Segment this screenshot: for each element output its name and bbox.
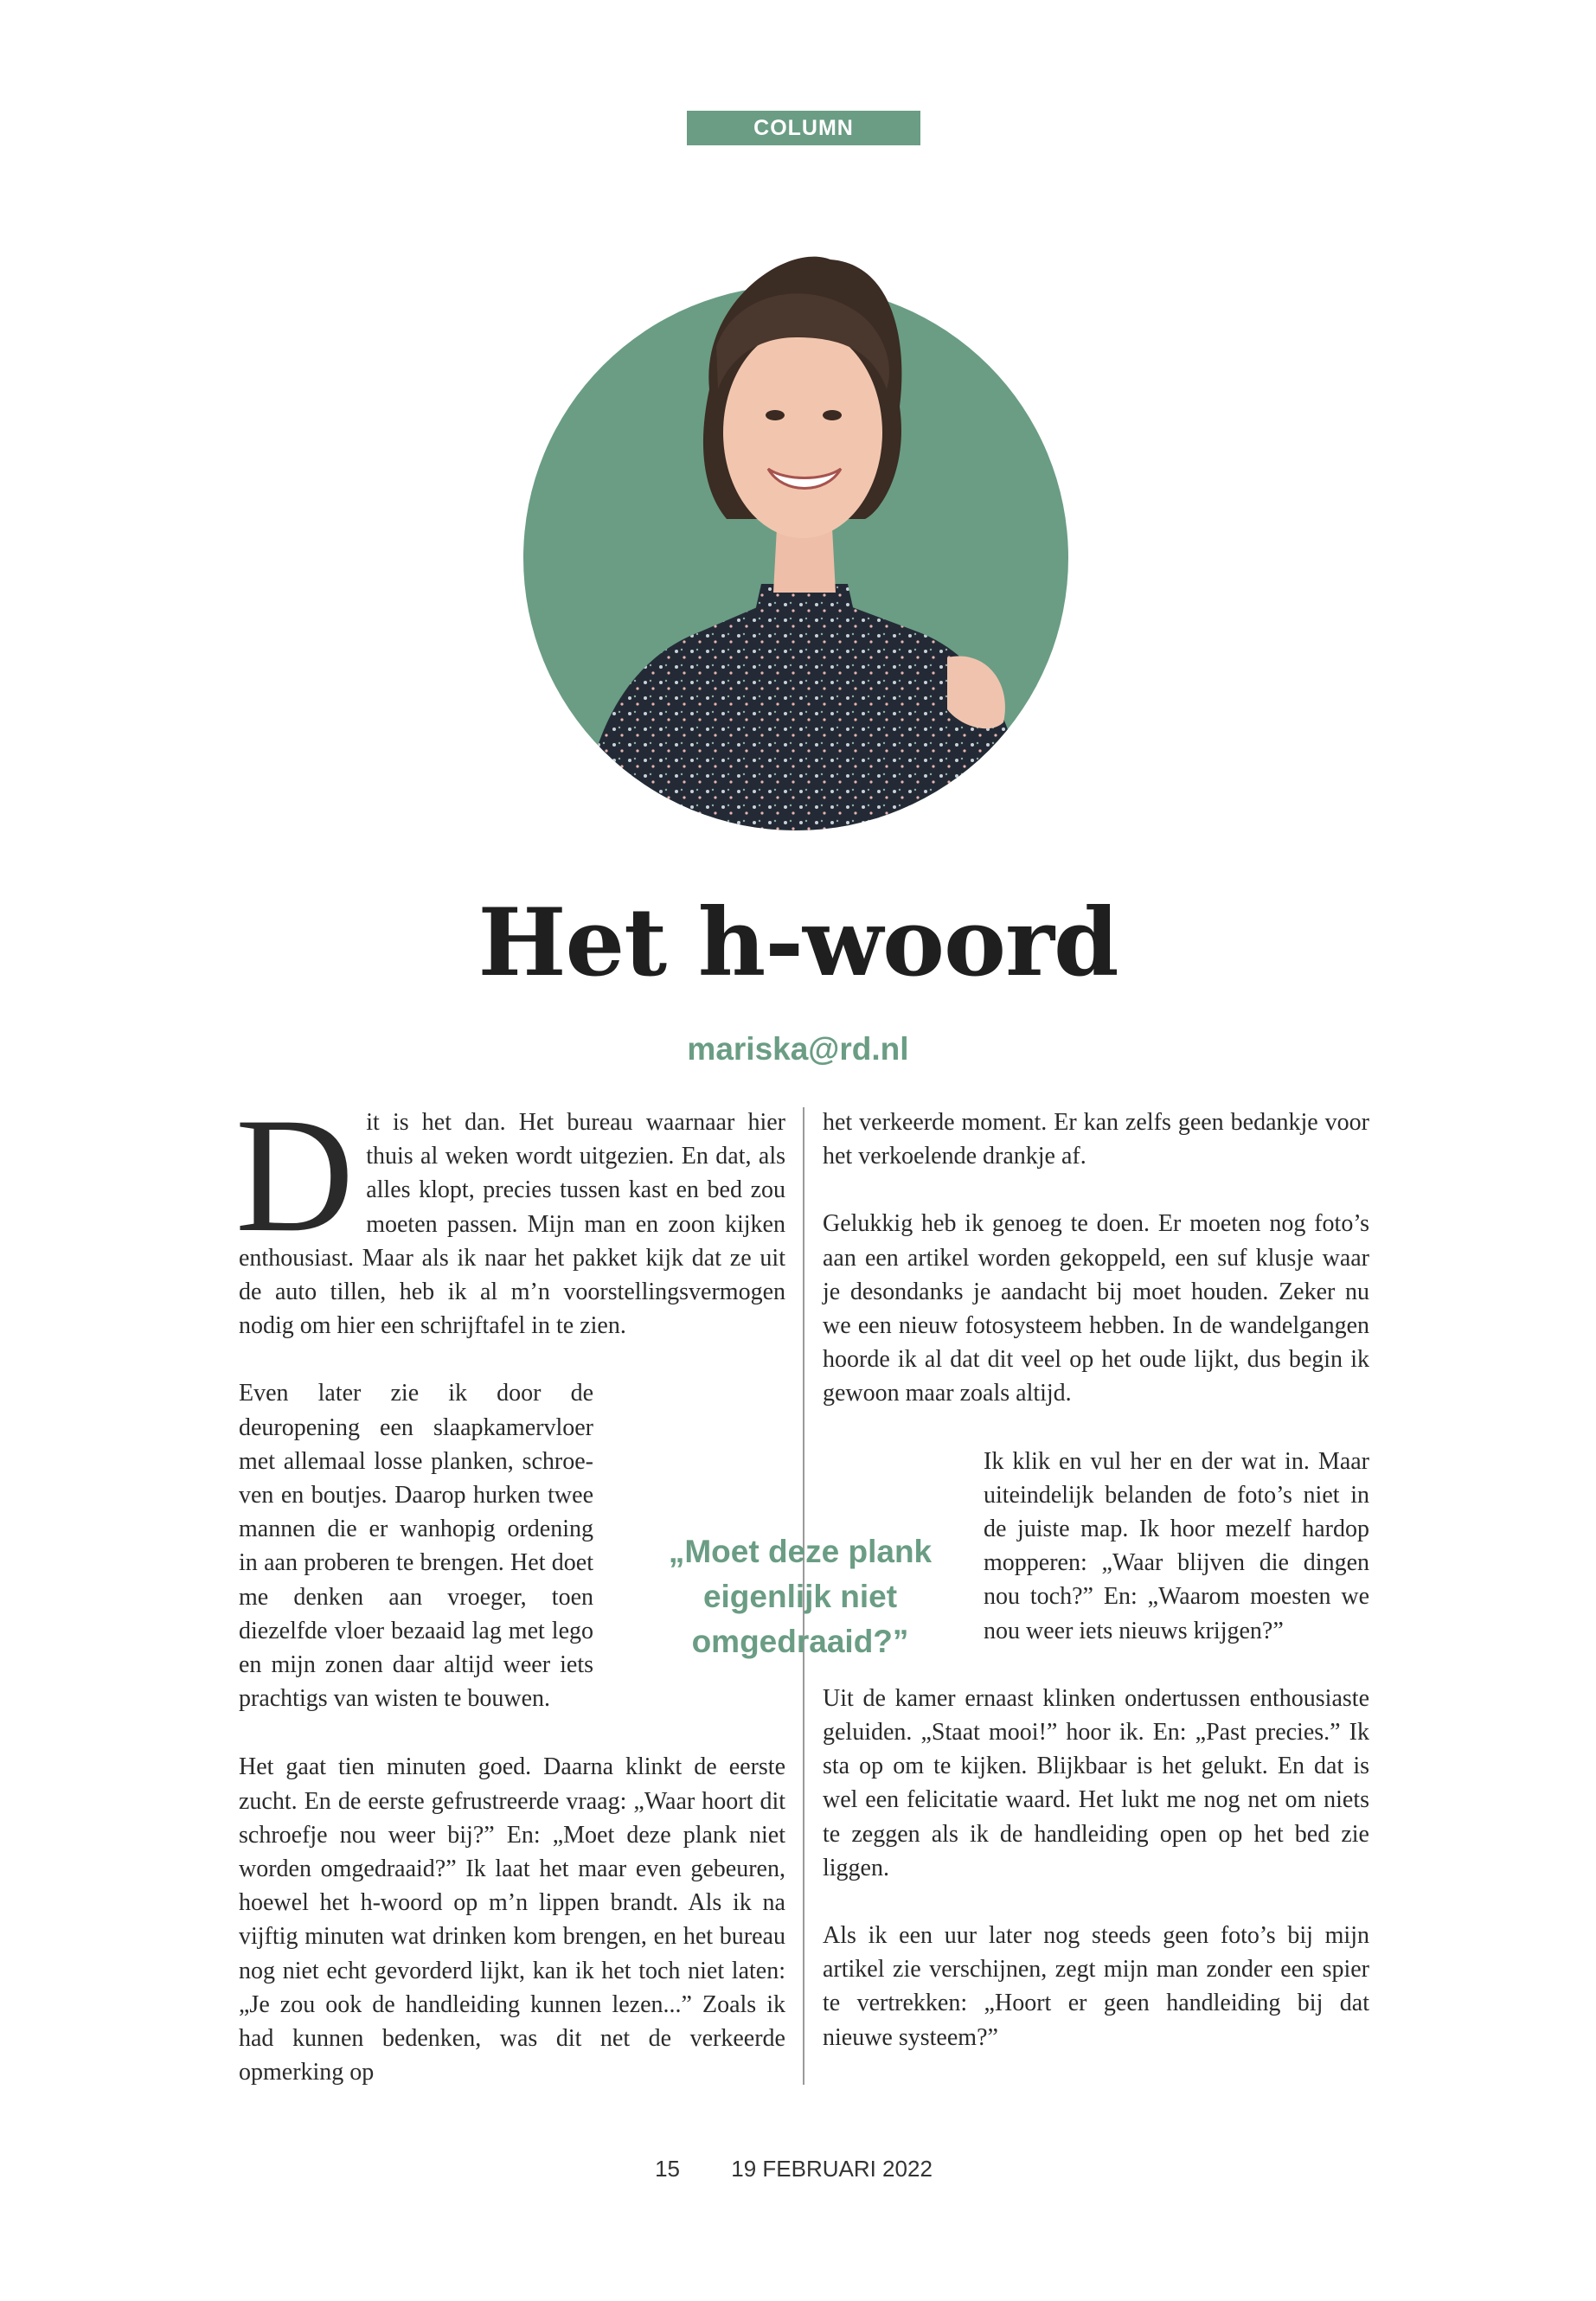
article-paragraph: Gelukkig heb ik genoeg te doen. Er moeten nog foto’s aan een artikel worden gekoppeld, een suf klusje waar je desondanks je aandacht bij moet houden. Zeker nu we een nieuw fotosysteem hebben. In de wandelgangen hoorde ik al dat dit veel op het oude lijkt, dus begin ik gewoon maar zoals altijd. [823,1210,1369,1407]
article-paragraph: het verkeerde moment. Er kan zelfs geen bedankje voor het verkoelende drankje af. [823,1109,1369,1170]
author-email: mariska@rd.nl [687,1031,909,1067]
article-paragraph: Het gaat tien minuten goed. Daarna klinkt de eerste zucht. En de eerste gefrustreerde vraag: „Waar hoort dit schroefje nou weer bij?” En: „Moet deze plank niet worden omgedraaid?” Ik laat het maar even gebeuren, hoewel het h-woord op m’n lippen brandt. Als ik na vijftig minuten wat drinken kom brengen, en het bureau nog niet echt gevorderd lijkt, kan ik het toch niet laten: „Je zou ook de handleiding kunnen lezen...” Zoals ik had kunnen bedenken, was dit net de verkeerde opmerking op [239,1753,785,2086]
paragraph-text: it is het dan. Het bureau waarnaar hier thuis al weken wordt uitgezien. En dat, als alles klopt, precies tussen kast en bed zou moeten passen. Mijn man en zoon kijken enthousiast. Maar als ik naar het pakket kijk dat ze uit de auto tillen, heb ik al m’n voorstellingsvermogen nodig om hier een schrijftafel in te zien. [239,1109,785,1340]
article-paragraph: Ik klik en vul her en der wat in. Maar uiteindelijk belanden de foto’s niet in de juiste map. Ik hoor mezelf hardop mopperen: „Waar blijven die dingen nou toch?” En: „Waarom moesten we nou weer iets nieuws krijgen?” [984,1447,1369,1644]
article-title: Het h-woord [478,888,1118,997]
drop-cap: D [235,1085,355,1266]
article-paragraph [235,1085,785,1343]
article-paragraph: Als ik een uur later nog steeds geen foto’s bij mijn artikel zie verschijnen, zegt mijn man zonder een spier te vertrekken: „Hoort er geen handleiding bij dat nieuwe systeem?” [823,1922,1369,2051]
section-label: COLUMN [687,111,920,145]
article-paragraph: Uit de kamer ernaast klinken ondertussen enthousiaste geluiden. „Staat mooi!” hoor ik. En: „Past precies.” Ik sta op om te kijken. Blijkbaar is het gelukt. En dat is wel een felicitatie waard. Het lukt me nog net om niets te zeggen als ik de handleiding open op het bed zie liggen. [823,1684,1369,1881]
article-paragraph: Even later zie ik door de deuropening een slaapkamervloer met allemaal losse planken, schroeven en boutjes. Daarop hurken twee mannen die er wanhopig ordening in aan proberen te brengen. Het doet me denken aan vroeger, toen diezelfde vloer bezaaid lag met lego en mijn zonen daar altijd weer iets prachtigs van wisten te bouwen. [239,1380,593,1713]
pull-quote: „Moet deze plank eigenlijk niet omgedraaid?” [668,1534,933,1659]
issue-date: 19 FEBRUARI 2022 [731,2156,933,2182]
author-portrait [502,242,1090,839]
page-footer [0,2156,1596,2182]
page-number: 15 [655,2156,680,2182]
